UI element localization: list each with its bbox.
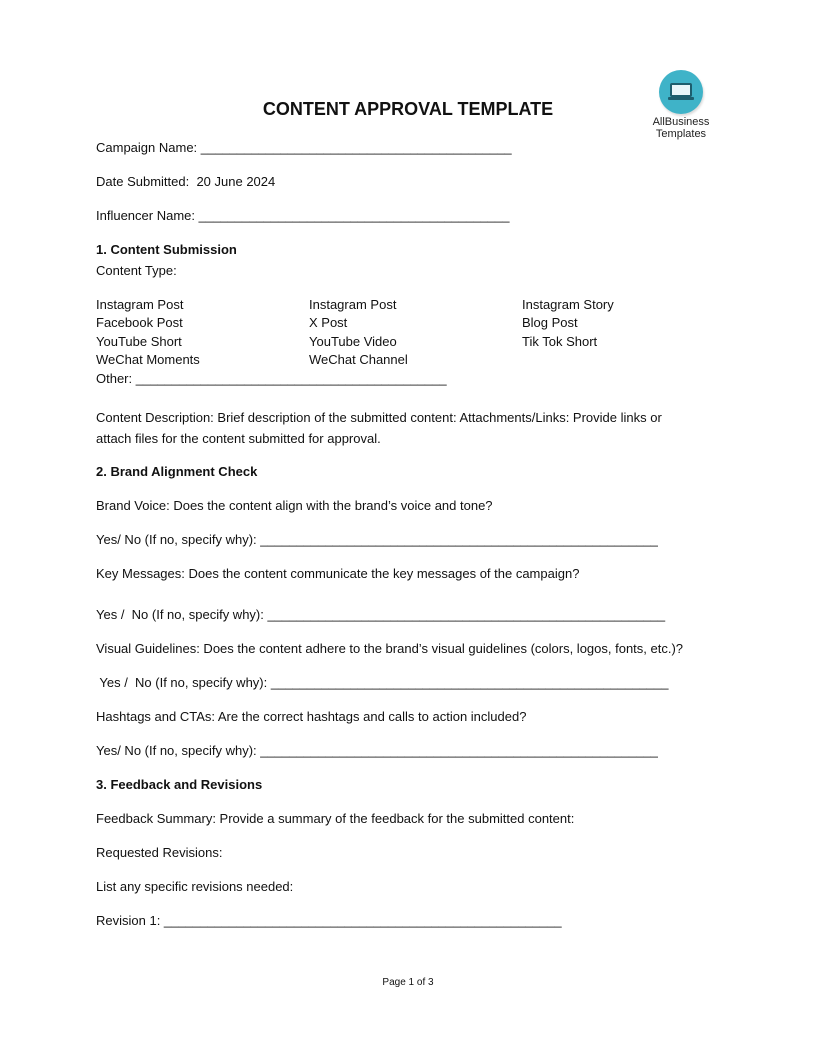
brand-voice-question: Brand Voice: Does the content align with the brand’s voice and tone? [96, 498, 493, 513]
key-messages-answer: Yes / No (If no, specify why): _______________________________________________________ [96, 607, 666, 622]
brand-voice-answer: Yes/ No (If no, specify why): _______________________________________________________ [96, 532, 658, 547]
feedback-summary: Feedback Summary: Provide a summary of the feedback for the submitted content: [96, 811, 575, 826]
key-messages-question: Key Messages: Does the content communicate the key messages of the campaign? [96, 566, 580, 581]
logo-text-line1: AllBusiness [652, 116, 710, 128]
document-title: CONTENT APPROVAL TEMPLATE [262, 99, 554, 119]
content-type-option: Instagram Story [522, 297, 614, 312]
content-type-option: WeChat Channel [309, 352, 408, 367]
other-field: Other: ___________________________________________ [96, 371, 447, 386]
hashtags-question: Hashtags and CTAs: Are the correct hashtags and calls to action included? [96, 709, 527, 724]
date-submitted-field: Date Submitted: 20 June 2024 [96, 174, 276, 189]
page-number: Page 1 of 3 [382, 977, 434, 988]
content-description-line2: attach files for the content submitted for approval. [96, 431, 381, 446]
campaign-name-field: Campaign Name: ___________________________________________ [96, 140, 512, 155]
content-type-option: YouTube Short [96, 334, 182, 349]
content-type-option: X Post [309, 315, 348, 330]
section3-heading: 3. Feedback and Revisions [96, 777, 263, 792]
hashtags-answer: Yes/ No (If no, specify why): _______________________________________________________ [96, 743, 658, 758]
content-type-option: WeChat Moments [96, 352, 200, 367]
content-type-option: Instagram Post [309, 297, 397, 312]
visual-guidelines-answer: Yes / No (If no, specify why): _______________________________________________________ [96, 675, 669, 690]
influencer-name-field: Influencer Name: ___________________________________________ [96, 208, 510, 223]
content-type-option: Facebook Post [96, 315, 183, 330]
section1-heading: 1. Content Submission [96, 242, 237, 257]
brand-logo [645, 70, 717, 140]
content-type-option: Tik Tok Short [522, 334, 598, 349]
section2-heading: 2. Brand Alignment Check [96, 464, 258, 479]
revision-1-field: Revision 1: _______________________________________________________ [96, 913, 562, 928]
content-type-option: Blog Post [522, 315, 578, 330]
content-type-option: Instagram Post [96, 297, 184, 312]
content-type-label: Content Type: [96, 263, 177, 278]
list-revisions: List any specific revisions needed: [96, 879, 294, 894]
content-description-line1: Content Description: Brief description of the submitted content: Attachments/Links: Provide links or [96, 410, 662, 425]
requested-revisions: Requested Revisions: [96, 845, 223, 860]
logo-text-line2: Templates [655, 128, 707, 140]
content-type-option: YouTube Video [309, 334, 397, 349]
visual-guidelines-question: Visual Guidelines: Does the content adhere to the brand’s visual guidelines (colors, logos, fonts, etc.)? [96, 641, 684, 656]
laptop-icon [659, 70, 703, 114]
